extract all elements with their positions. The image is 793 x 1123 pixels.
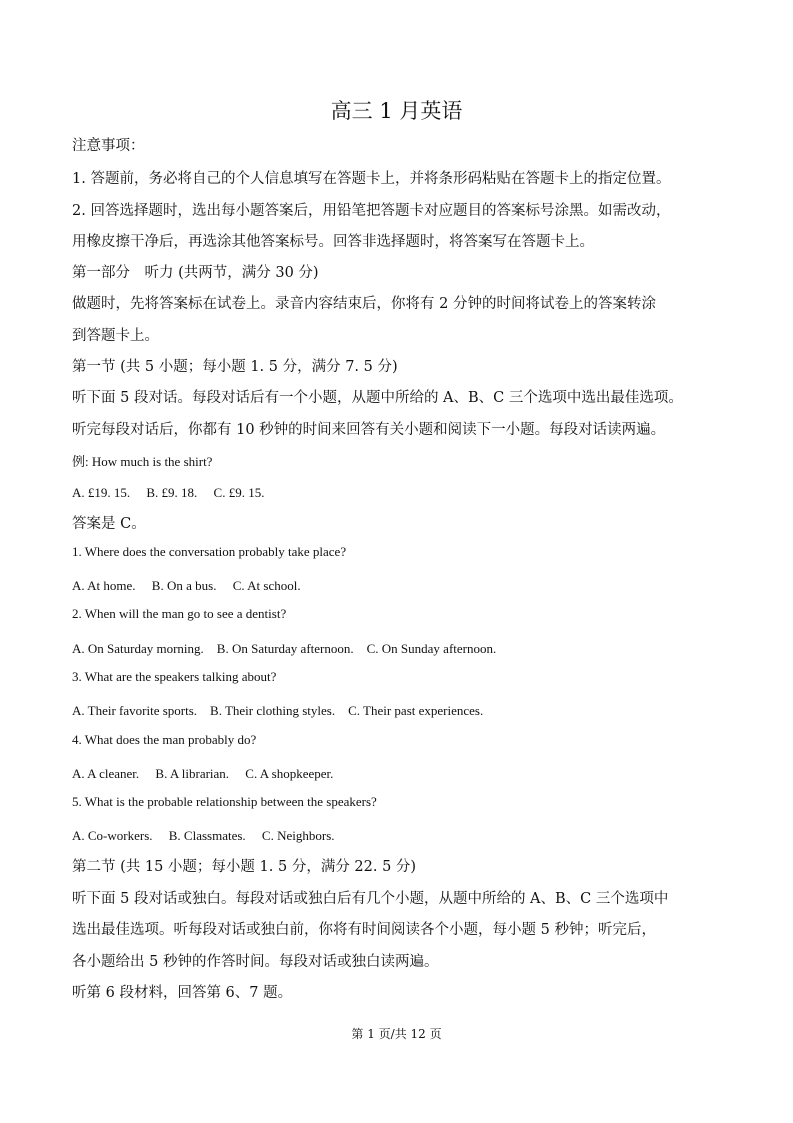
question-3: 3. What are the speakers talking about?	[72, 669, 277, 684]
section-two-heading: 第二节 (共 15 小题；每小题 1. 5 分，满分 22. 5 分)	[72, 859, 417, 875]
part-one-instruction: 做题时，先将答案标在试卷上。录音内容结束后，你将有 2 分钟的时间将试卷上的答案转涂	[72, 296, 656, 312]
example-answer: 答案是 C。	[72, 516, 146, 532]
section-one-instruction-cont: 听完每段对话后，你都有 10 秒钟的时间来回答有关小题和阅读下一小题。每段对话读两遍。	[72, 422, 666, 438]
notice-item-2: 2. 回答选择题时，选出每小题答案后，用铅笔把答题卡对应题目的答案标号涂黑。如需改动，	[72, 203, 671, 219]
page-footer: 第 1 页/共 12 页	[351, 1027, 442, 1041]
section-one-heading: 第一节 (共 5 小题；每小题 1. 5 分，满分 7. 5 分)	[72, 359, 398, 375]
notice-item-2-cont: 用橡皮擦干净后，再选涂其他答案标号。回答非选择题时，将答案写在答题卡上。	[72, 234, 594, 250]
question-4: 4. What does the man probably do?	[72, 732, 257, 747]
notice-item-1: 1. 答题前，务必将自己的个人信息填写在答题卡上，并将条形码粘贴在答题卡上的指定位置。	[72, 171, 671, 187]
question-4-options: A. A cleaner. B. A librarian. C. A shopkeeper.	[72, 766, 334, 781]
section-two-instruction: 听下面 5 段对话或独白。每段对话或独白后有几个小题，从题中所给的 A、B、C 三个选项中	[72, 891, 669, 907]
question-3-options: A. Their favorite sports. B. Their clothing styles. C. Their past experiences.	[72, 703, 484, 718]
material-6-heading: 听第 6 段材料，回答第 6、7 题。	[72, 985, 293, 1001]
example-options: A. £19. 15. B. £9. 18. C. £9. 15.	[72, 485, 265, 500]
question-5-options: A. Co-workers. B. Classmates. C. Neighbors.	[72, 828, 335, 843]
example-question: 例: How much is the shirt?	[72, 454, 213, 469]
question-2: 2. When will the man go to see a dentist?	[72, 606, 287, 621]
section-two-instruction-cont-2: 各小题给出 5 秒钟的作答时间。每段对话或独白读两遍。	[72, 954, 439, 970]
question-2-options: A. On Saturday morning. B. On Saturday afternoon. C. On Sunday afternoon.	[72, 641, 497, 656]
section-two-instruction-cont-1: 选出最佳选项。听每段对话或独白前，你将有时间阅读各个小题，每小题 5 秒钟；听完后，	[72, 922, 656, 938]
section-one-instruction: 听下面 5 段对话。每段对话后有一个小题，从题中所给的 A、B、C 三个选项中选出最佳选项。	[72, 390, 683, 406]
part-one-heading: 第一部分 听力 (共两节，满分 30 分)	[72, 265, 319, 281]
question-5: 5. What is the probable relationship between the speakers?	[72, 794, 377, 809]
question-1: 1. Where does the conversation probably take place?	[72, 544, 347, 559]
question-1-options: A. At home. B. On a bus. C. At school.	[72, 578, 301, 593]
notice-heading: 注意事项：	[72, 138, 145, 154]
part-one-instruction-cont: 到答题卡上。	[72, 328, 159, 344]
page-title: 高三 1 月英语	[330, 99, 463, 123]
